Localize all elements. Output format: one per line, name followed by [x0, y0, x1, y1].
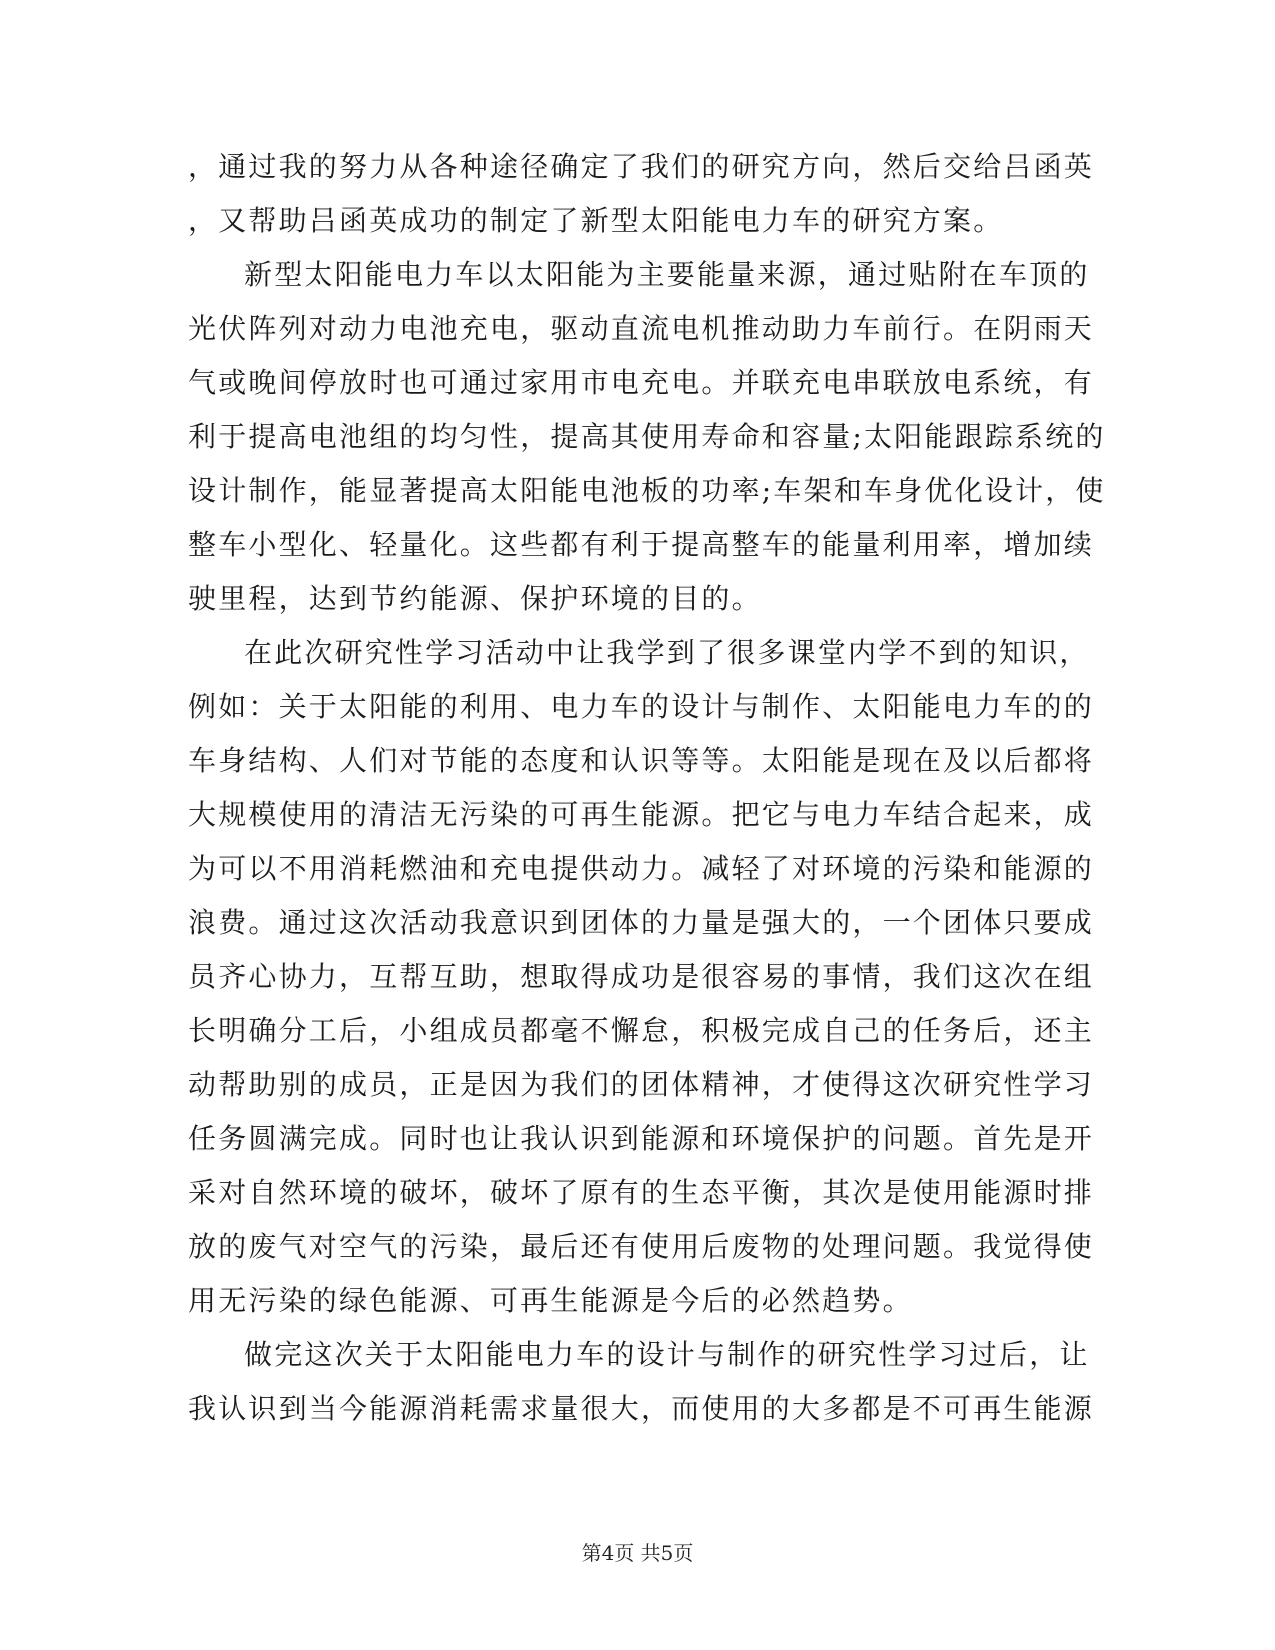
- text-line: 员齐心协力，互帮互助，想取得成功是很容易的事情，我们这次在组: [188, 960, 1095, 993]
- text-line: 采对自然环境的破坏，破坏了原有的生态平衡，其次是使用能源时排: [188, 1176, 1095, 1209]
- text-line: ，通过我的努力从各种途径确定了我们的研究方向，然后交给吕函英: [188, 150, 1095, 183]
- text-line: 利于提高电池组的均匀性，提高其使用寿命和容量;太阳能跟踪系统的: [188, 420, 1106, 453]
- text-line: 设计制作，能显著提高太阳能电池板的功率;车架和车身优化设计，使: [188, 474, 1106, 507]
- text-line: 为可以不用消耗燃油和充电提供动力。减轻了对环境的污染和能源的: [188, 852, 1095, 885]
- text-line: 例如：关于太阳能的利用、电力车的设计与制作、太阳能电力车的的: [188, 690, 1095, 723]
- text-line: 长明确分工后，小组成员都毫不懈怠，积极完成自己的任务后，还主: [188, 1014, 1095, 1047]
- text-line: 动帮助别的成员，正是因为我们的团体精神，才使得这次研究性学习: [188, 1068, 1095, 1101]
- text-line: 大规模使用的清洁无污染的可再生能源。把它与电力车结合起来，成: [188, 798, 1095, 831]
- text-line: 车身结构、人们对节能的态度和认识等等。太阳能是现在及以后都将: [188, 744, 1095, 777]
- text-line: 驶里程，达到节约能源、保护环境的目的。: [188, 582, 762, 615]
- text-line: 气或晚间停放时也可通过家用市电充电。并联充电串联放电系统，有: [188, 366, 1095, 399]
- text-line: 浪费。通过这次活动我意识到团体的力量是强大的，一个团体只要成: [188, 906, 1095, 939]
- document-body: [188, 140, 1106, 1436]
- text-line: 我认识到当今能源消耗需求量很大，而使用的大多都是不可再生能源: [188, 1392, 1095, 1425]
- text-line: ，又帮助吕函英成功的制定了新型太阳能电力车的研究方案。: [188, 204, 1004, 237]
- paragraph-start-line: 在此次研究性学习活动中让我学到了很多课堂内学不到的知识，: [244, 636, 1090, 669]
- text-line: 放的废气对空气的污染，最后还有使用后废物的处理问题。我觉得使: [188, 1230, 1095, 1263]
- paragraph-start-line: 做完这次关于太阳能电力车的设计与制作的研究性学习过后，让: [244, 1338, 1090, 1371]
- text-line: 整车小型化、轻量化。这些都有利于提高整车的能量利用率，增加续: [188, 528, 1095, 561]
- text-line: 光伏阵列对动力电池充电，驱动直流电机推动助力车前行。在阴雨天: [188, 312, 1095, 345]
- page-number-footer: 第4页 共5页: [581, 1541, 694, 1565]
- text-line: 用无污染的绿色能源、可再生能源是今后的必然趋势。: [188, 1284, 913, 1317]
- text-line: 任务圆满完成。同时也让我认识到能源和环境保护的问题。首先是开: [188, 1122, 1095, 1155]
- paragraph-start-line: 新型太阳能电力车以太阳能为主要能量来源，通过贴附在车顶的: [244, 258, 1090, 291]
